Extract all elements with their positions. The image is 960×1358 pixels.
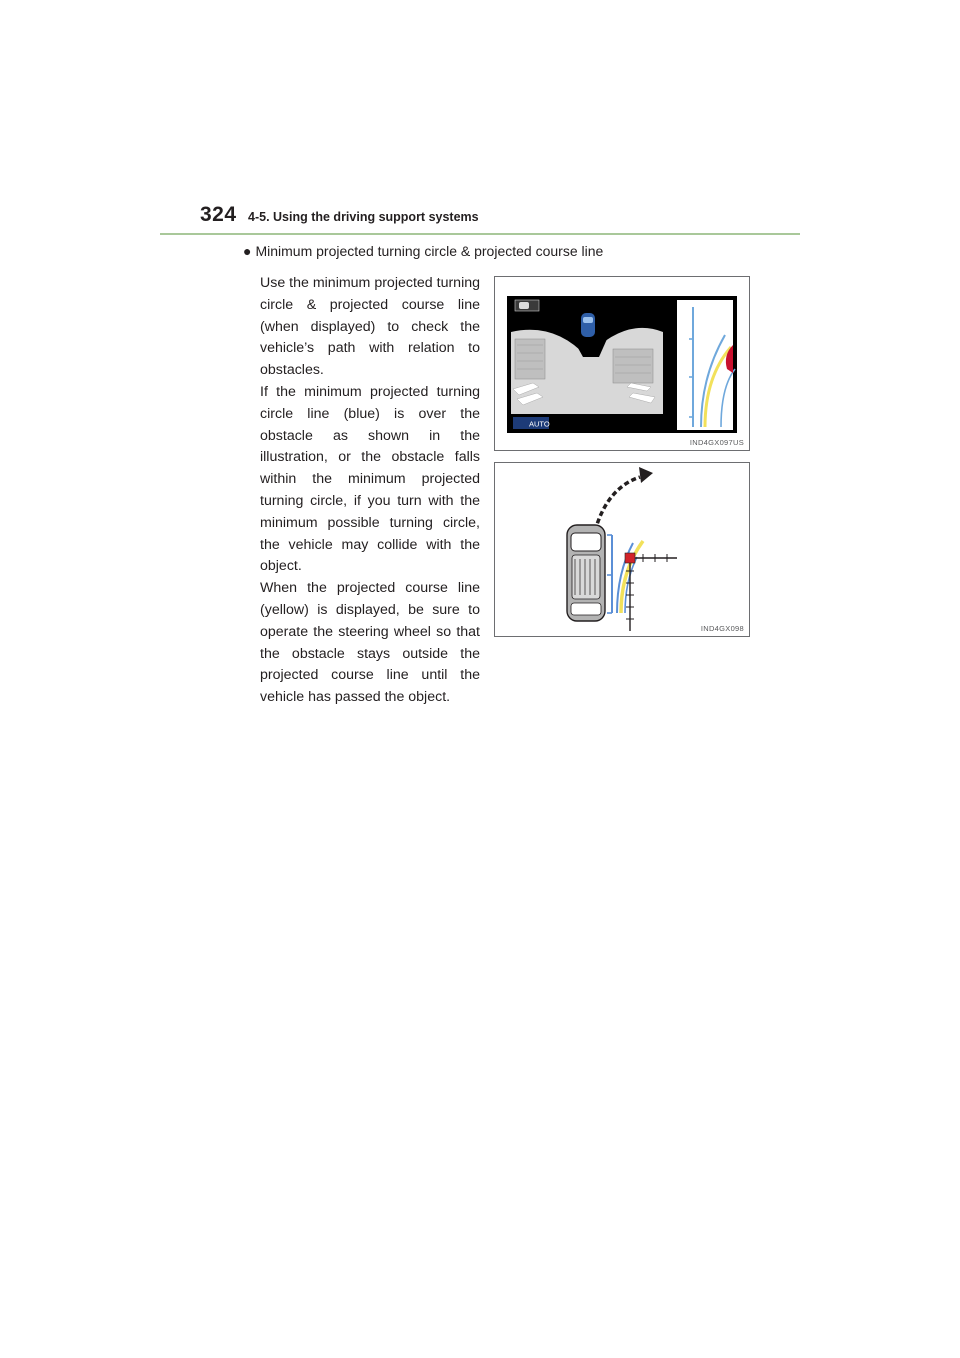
bullet-heading-text: Minimum projected turning circle & projected course line [255,243,604,259]
bullet-heading [243,243,603,259]
top-view-illustration [495,463,749,636]
camera-screen-illustration [495,277,749,450]
paragraph-1: Use the minimum projected turning circle & projected course line (when displayed) to check the vehicle’s path with relation to obstacles. [260,275,481,379]
paragraph-3: When the projected course line (yellow) is displayed, be sure to operate the steering wheel so that the obstacle stays outside the projected course line until the vehicle has passed the object. [260,580,480,706]
page-number: 324 [200,203,237,226]
figure-2-code: IND4GX098 [700,624,744,633]
figure-top-view [494,462,750,637]
header-rule [160,233,800,235]
turning-path-arrow [595,477,640,531]
section-title: 4-5. Using the driving support systems [248,210,479,224]
body-text [260,273,480,709]
figure-camera-screen [494,276,750,451]
auto-label: AUTO [529,419,550,429]
figure-1-code: IND4GX097US [689,438,744,447]
bullet-icon: ● [243,243,252,259]
arrow-head [639,467,653,483]
car-icon [581,313,595,337]
paragraph-2: If the minimum projected turning circle line (blue) is over the obstacle as shown in the illustration, or the obstacle falls within the minimum projected turning circle, if you turn with the minimum possible turning circle, the vehicle may collide with the object. [260,383,480,575]
vehicle-top-view [567,525,605,621]
obstacle [625,553,635,563]
